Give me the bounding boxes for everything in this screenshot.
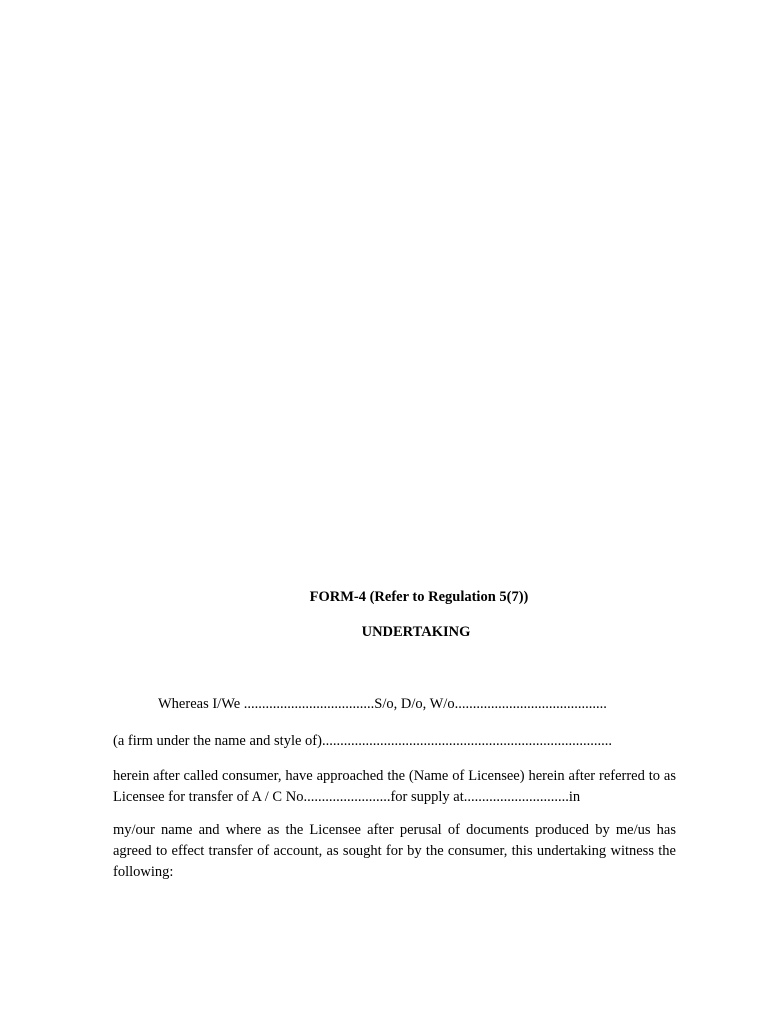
firm-name-line: (a firm under the name and style of)................................................................................: [113, 733, 612, 749]
undertaking-paragraph: my/our name and where as the Licensee after perusal of documents produced by me/us has agreed to effect transfer of account, as sought for by the consumer, this undertaking witness the following:: [113, 822, 676, 880]
form-subtitle: UNDERTAKING: [361, 624, 471, 640]
whereas-line: Whereas I/We ....................................S/o, D/o, W/o..........................................: [158, 696, 607, 712]
consumer-paragraph: herein after called consumer, have approached the (Name of Licensee) herein after referred to as Licensee for transfer of A / C No........................for supply at.............................in: [113, 768, 676, 805]
form-title: FORM-4 (Refer to Regulation 5(7)): [309, 589, 529, 605]
